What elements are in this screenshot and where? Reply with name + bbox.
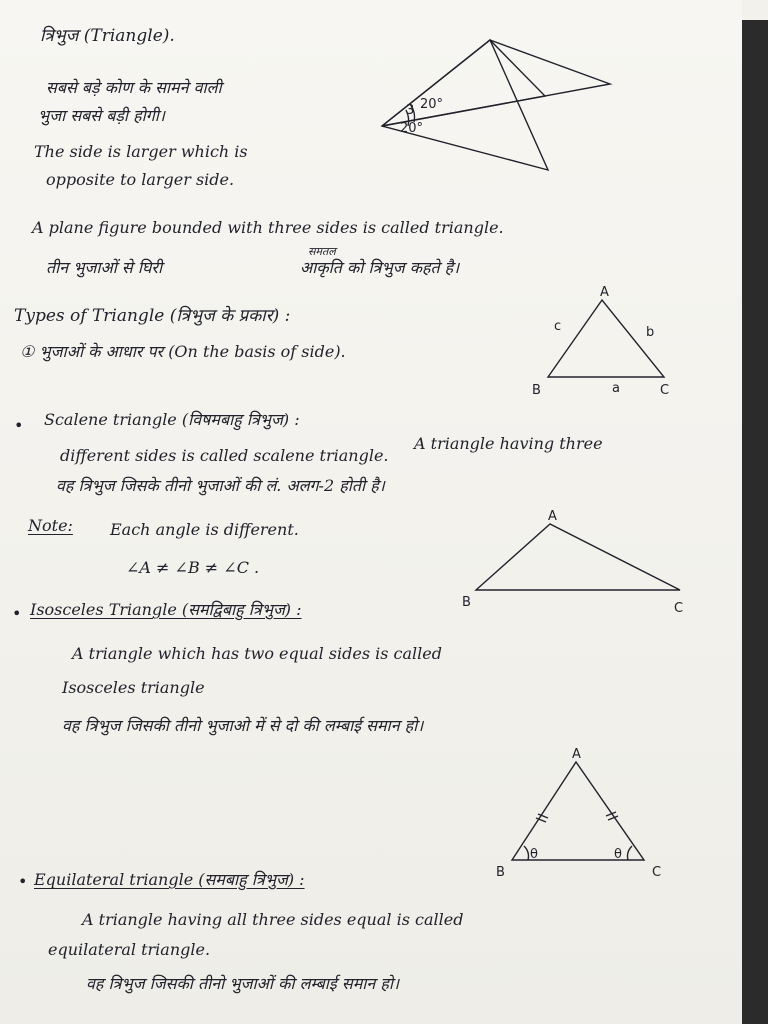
vertex-label-b: B: [532, 383, 541, 398]
binding-edge: [742, 20, 768, 1024]
triangle-outline: [476, 524, 680, 590]
scalene-hindi-line: वह त्रिभुज जिसके तीनो भुजाओं की लं. अलग-2 होती है।: [56, 476, 385, 495]
isosceles-title: Isosceles Triangle (समद्विबाहु त्रिभुज) :: [30, 600, 302, 619]
rule-hindi-line-2: भुजा सबसे बड़ी होगी।: [38, 106, 165, 125]
isosceles-hindi-line: वह त्रिभुज जिसकी तीनो भुजाओ में से दो की लम्बाई समान हो।: [62, 716, 424, 735]
note-formula: ∠A ≠ ∠B ≠ ∠C .: [126, 558, 260, 577]
vertex-label-a: A: [548, 509, 557, 524]
equilateral-title: Equilateral triangle (समबाहु त्रिभुज) :: [34, 870, 305, 889]
equilateral-english-line-1: A triangle having all three sides equal is called: [82, 910, 464, 929]
angle-arc: [628, 846, 633, 860]
vertex-label-a: A: [600, 285, 609, 300]
definition-insert-word: समतल: [308, 245, 336, 258]
angle-label-large: 20°: [420, 97, 444, 112]
rule-hindi-line-1: सबसे बड़े कोण के सामने वाली: [46, 78, 222, 97]
basis-line: ① भुजाओं के आधार पर (On the basis of side).: [20, 342, 346, 361]
definition-english: A plane figure bounded with three sides is called triangle.: [32, 218, 504, 237]
vertex-label-b: B: [462, 595, 471, 610]
page-title: त्रिभुज (Triangle).: [40, 26, 175, 46]
angle-label-small: 20°: [400, 121, 424, 136]
scalene-title: Scalene triangle (विषमबाहु त्रिभुज) :: [44, 410, 300, 429]
types-heading: Types of Triangle (त्रिभुज के प्रकार) :: [14, 306, 291, 326]
vertex-label-b: B: [496, 865, 505, 880]
angle-theta-right: θ: [614, 847, 622, 862]
definition-hindi-suffix: आकृति को त्रिभुज कहते है।: [300, 258, 460, 277]
rule-english-line-2: opposite to larger side.: [46, 170, 235, 189]
angle-theta-left: θ: [530, 847, 538, 862]
vertex-label-c: C: [674, 601, 684, 616]
largest-angle-figure: [370, 28, 620, 178]
equilateral-english-line-2: equilateral triangle.: [48, 940, 211, 959]
side-label-a: a: [612, 381, 620, 396]
equilateral-hindi-line: वह त्रिभुज जिसकी तीनो भुजाओं की लम्बाई समान हो।: [86, 974, 400, 993]
definition-hindi-prefix: तीन भुजाओं से घिरी: [46, 258, 163, 277]
isosceles-english-line-2: Isosceles triangle: [62, 678, 205, 697]
triangle-abc-figure: [530, 284, 680, 400]
triangle-outline: [512, 762, 644, 860]
angle-arc: [524, 846, 529, 860]
scalene-triangle-figure: [460, 508, 700, 618]
bullet-equilateral: •: [18, 872, 28, 891]
angle-label-mid: 3: [406, 103, 415, 118]
vertex-label-c: C: [660, 383, 670, 398]
note-label: Note:: [28, 516, 73, 535]
side-label-b: b: [646, 325, 655, 340]
isosceles-triangle-figure: [490, 742, 680, 882]
note-text: Each angle is different.: [110, 520, 299, 539]
rule-english-line-1: The side is larger which is: [34, 142, 248, 161]
vertex-label-a: A: [572, 747, 581, 762]
isosceles-english-line-1: A triangle which has two equal sides is called: [72, 644, 442, 663]
scalene-english-line-2: different sides is called scalene triangle.: [60, 446, 389, 465]
bullet-isosceles: •: [12, 604, 22, 623]
bullet-scalene: •: [14, 416, 24, 435]
side-label-c: c: [554, 319, 562, 334]
vertex-label-c: C: [652, 865, 662, 880]
scalene-english-line-1: A triangle having three: [414, 434, 603, 453]
